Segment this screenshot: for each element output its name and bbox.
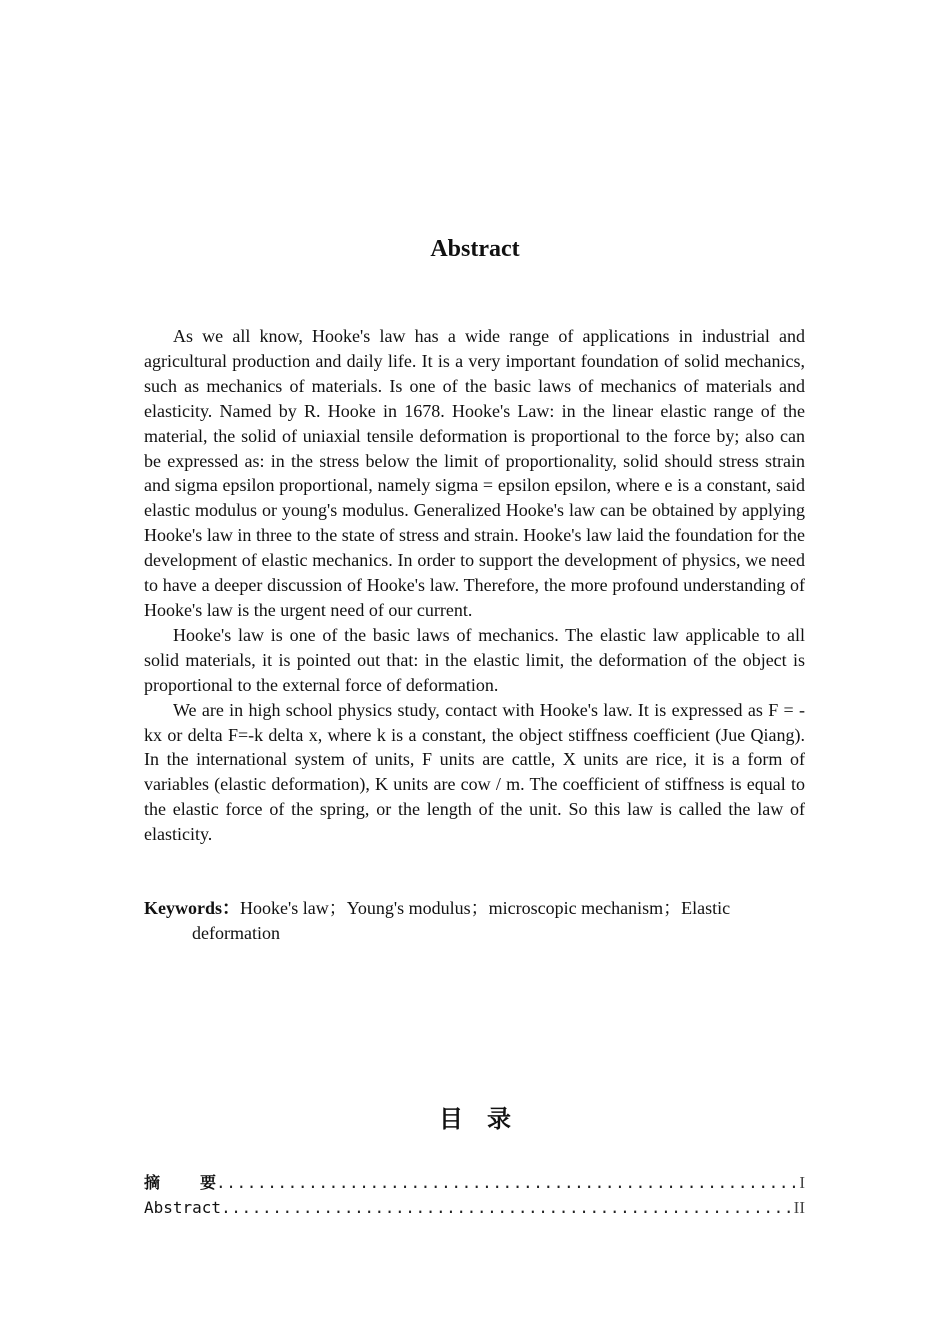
toc-leader-dots — [221, 1195, 792, 1220]
table-of-contents — [144, 1170, 805, 1220]
toc-entry-label: Abstract — [144, 1198, 222, 1217]
toc-page-number: I — [799, 1173, 805, 1192]
toc-title-char: 目 — [439, 1104, 463, 1133]
toc-entry-abstract[interactable] — [144, 1195, 805, 1220]
toc-title-char: 录 — [487, 1104, 511, 1133]
toc-entry-label: 摘 要 — [144, 1173, 217, 1192]
abstract-paragraph: Hooke's law is one of the basic laws of mechanics. The elastic law applicable to all solid materials, it is pointed out that: in the elastic limit, the deformation of the object is proportional to the external force of deformation. — [144, 624, 805, 695]
toc-page-number: II — [793, 1198, 805, 1217]
toc-title — [0, 1104, 950, 1134]
abstract-paragraph: We are in high school physics study, contact with Hooke's law. It is expressed as F = -kx or delta F=-k delta x, where k is a constant, the object stiffness coefficient (Jue Qiang). In the international system of units, F units are cattle, X units are rice, it is a form of variables (elastic deformation), K units are cow / m. The coefficient of stiffness is equal to the elastic force of the spring, or the length of the unit. So this law is called the law of elasticity. — [144, 699, 805, 845]
abstract-paragraph: As we all know, Hooke's law has a wide range of applications in industrial and agricultural production and daily life. It is a very important foundation of solid mechanics, such as mechanics of materials. Is one of the basic laws of mechanics of materials and elasticity. Named by R. Hooke in 1678. Hooke's Law: in the linear elastic range of the material, the solid of uniaxial tensile deformation is proportional to the force by; also can be expressed as: in the stress below the limit of proportionality, solid should stress strain and sigma epsilon proportional, namely sigma = epsilon epsilon, where e is a constant, said elastic modulus or young's modulus. Generalized Hooke's law can be obtained by applying Hooke's law in three to the state of stress and strain. Hooke's law laid the foundation for the development of elastic mechanics. In order to support the development of physics, we need to have a deeper discussion of Hooke's law. Therefore, the more profound understanding of Hooke's law is the urgent need of our current. — [144, 326, 805, 620]
toc-entry-chinese-abstract[interactable] — [144, 1170, 805, 1195]
keywords-text: Hooke's law；Young's modulus；microscopic mechanism；Elastic deformation — [192, 898, 731, 943]
abstract-title: Abstract — [430, 236, 520, 262]
abstract-body — [144, 324, 805, 847]
keywords-line — [144, 896, 784, 946]
keywords-label: Keywords： — [144, 898, 240, 918]
toc-leader-dots — [216, 1170, 797, 1195]
